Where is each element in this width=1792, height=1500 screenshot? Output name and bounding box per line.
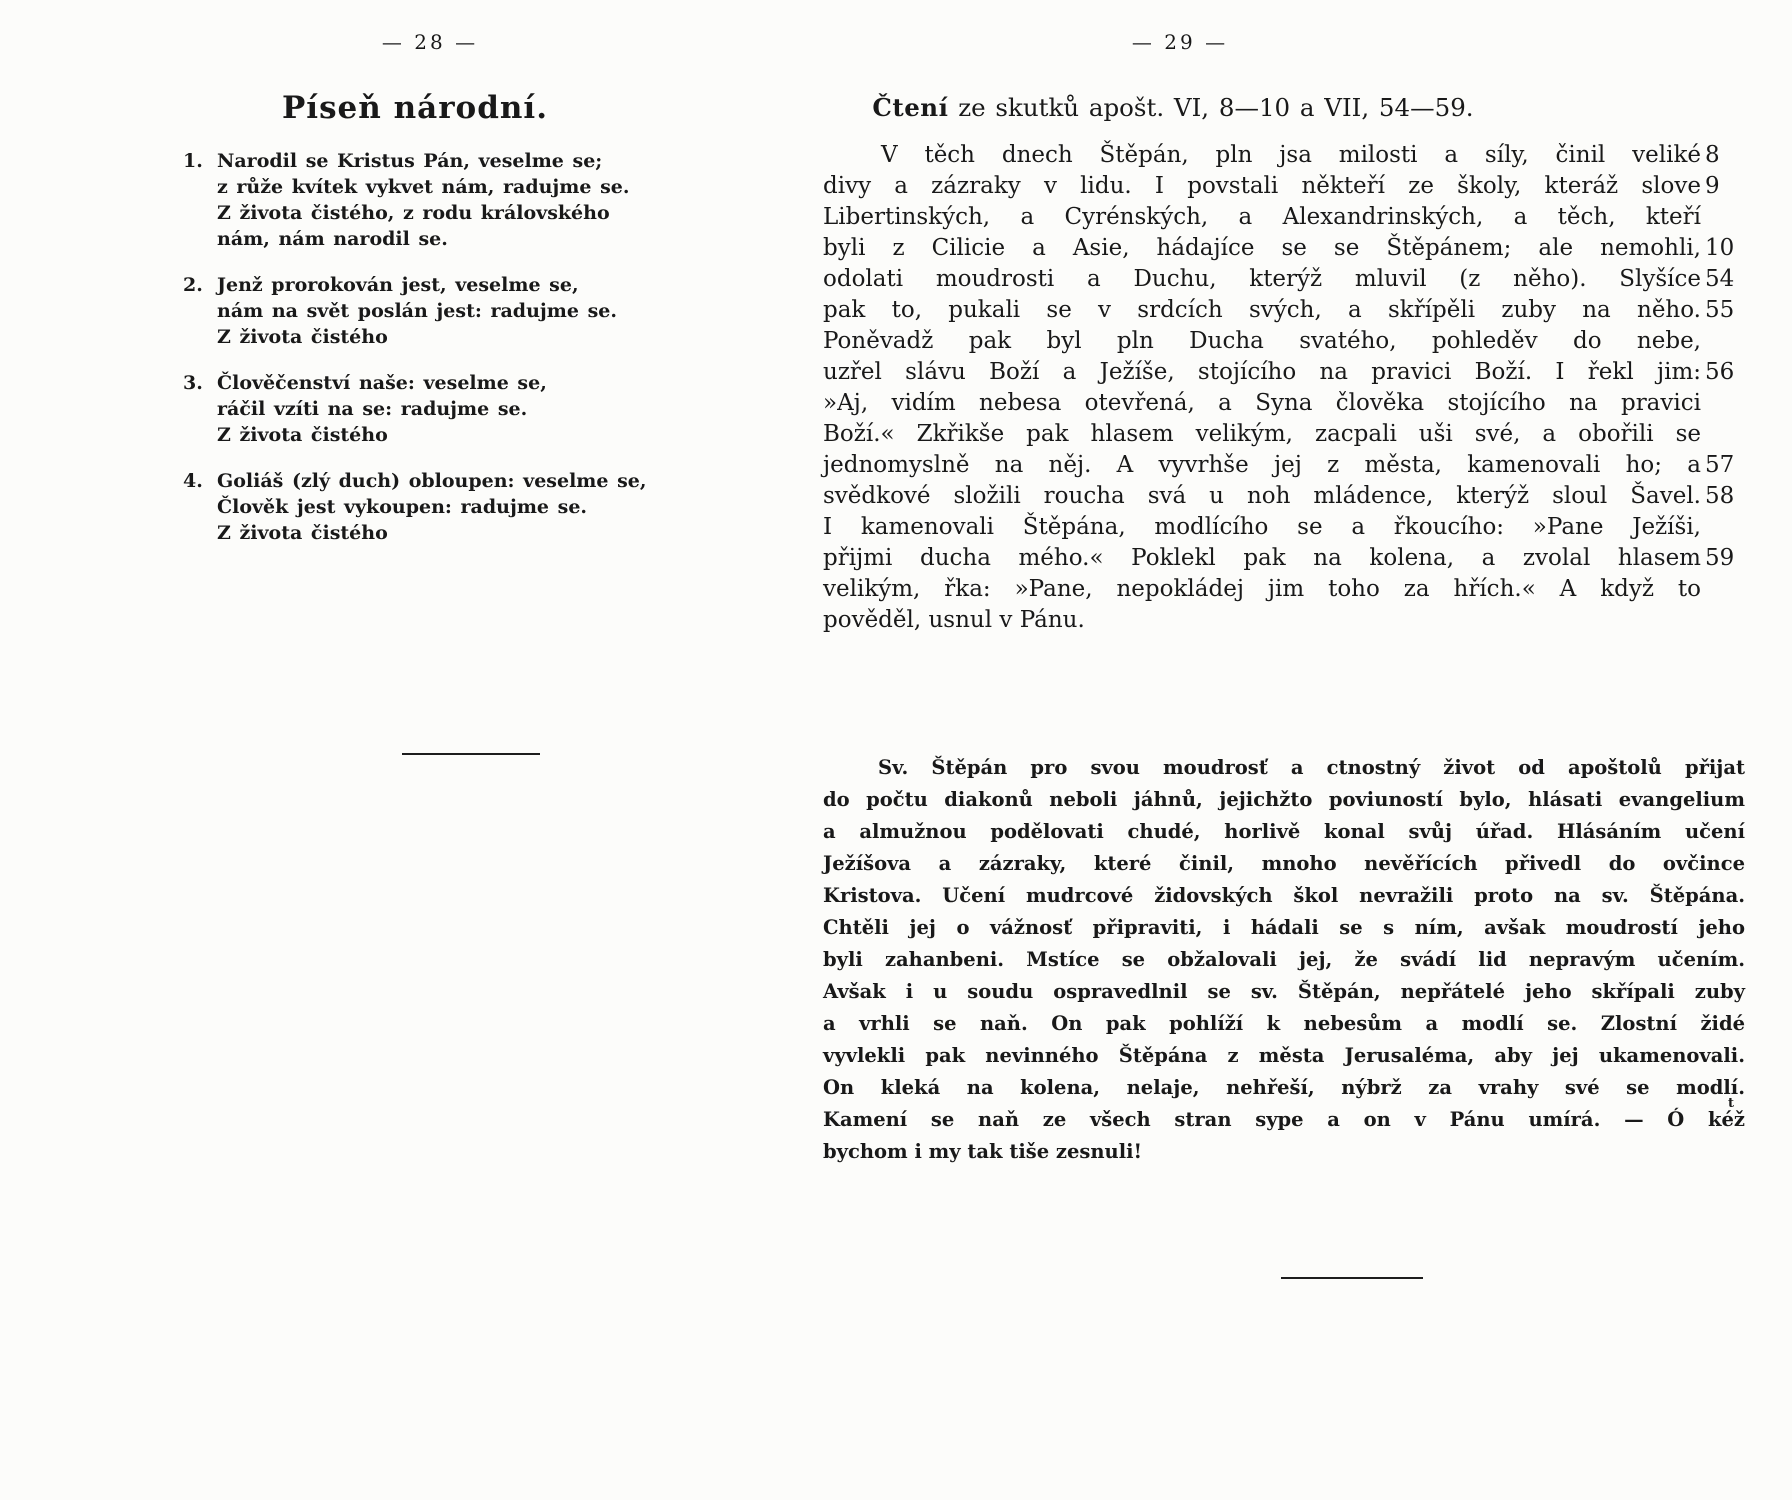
reading-line-text: Poněvadž pak byl pln Ducha svatého, pohleděv do nebe, — [823, 328, 1701, 354]
reading-line — [823, 326, 1701, 357]
commentary-line-text: byli zahanbeni. Mstíce se obžalovali jej, že svádí lid nepravým učením. — [823, 948, 1745, 971]
commentary-lines — [823, 752, 1745, 1168]
reading-line — [823, 140, 1720, 171]
verse-line: Z života čistého, z rodu královského — [217, 202, 610, 224]
reading-line — [823, 512, 1701, 543]
verse-list — [183, 148, 703, 566]
reading-line-text: svědkové složili roucha svá u noh mládence, kterýž sloul Šavel. — [823, 483, 1701, 509]
commentary-line-text: Ježíšova a zázraky, které činil, mnoho nevěřících přivedl do ovčince — [823, 852, 1745, 875]
reading-line — [823, 481, 1735, 512]
verse-ordinal: 1. — [183, 150, 203, 172]
verse-lines — [217, 148, 703, 252]
reading-line-text: V těch dnech Štěpán, pln jsa milosti a síly, činil veliké — [881, 142, 1701, 168]
commentary-line-text: Chtěli jej o vážnosť připraviti, i hádali se s ním, avšak moudrostí jeho — [823, 916, 1745, 939]
verse-line: Goliáš (zlý duch) obloupen: veselme se, — [217, 470, 647, 492]
commentary-line-text: Sv. Štěpán pro svou moudrosť a ctnostný život od apoštolů přijat — [878, 756, 1745, 779]
verse-number: 54 — [1705, 266, 1735, 292]
printers-mark: t — [1728, 1096, 1735, 1111]
reading-line-text: pověděl, usnul v Pánu. — [823, 607, 1085, 633]
verse-number: 8 — [1705, 142, 1720, 168]
commentary-line — [823, 1008, 1745, 1040]
verse-number: 58 — [1705, 483, 1735, 509]
reading-line — [823, 543, 1735, 574]
reading-line-text: pak to, pukali se v srdcích svých, a skřípěli zuby na něho. — [823, 297, 1701, 323]
commentary-line — [823, 976, 1745, 1008]
commentary-line-text: a almužnou podělovati chudé, horlivě konal svůj úřad. Hlásáním učení — [823, 820, 1745, 843]
verse — [183, 370, 703, 448]
page-number-right: — 29 — — [1131, 30, 1229, 54]
verse-line: Z života čistého — [217, 424, 388, 446]
verse-line: Jenž prorokován jest, veselme se, — [217, 274, 579, 296]
reading-line — [823, 295, 1735, 326]
reading-line-text: Libertinských, a Cyrénských, a Alexandrinských, a těch, kteří — [823, 204, 1701, 230]
reading-line — [823, 605, 1701, 636]
commentary-line — [823, 816, 1745, 848]
verse-ordinal: 3. — [183, 372, 203, 394]
verse-ordinal: 2. — [183, 274, 203, 296]
commentary-line — [823, 1104, 1745, 1136]
verse-number: 59 — [1705, 545, 1735, 571]
commentary-line-text: Kristova. Učení mudrcové židovských škol nevražili proto na sv. Štěpána. — [823, 884, 1745, 907]
reading-line-text: velikým, řka: »Pane, nepokládej jim toho za hřích.« A když to — [823, 576, 1701, 602]
commentary-line — [823, 1040, 1745, 1072]
reading-line-text: přijmi ducha mého.« Poklekl pak na kolena, a zvolal hlasem — [823, 545, 1701, 571]
reading-line — [823, 574, 1701, 605]
reading-line — [823, 450, 1735, 481]
verse-line: nám, nám narodil se. — [217, 228, 448, 250]
reading-title-lead: Čtení — [872, 93, 949, 122]
commentary-line — [823, 784, 1745, 816]
reading-line-text: jednomyslně na něj. A vyvrhše jej z města, kamenovali ho; a — [823, 452, 1701, 478]
reading-line — [823, 419, 1701, 450]
reading-line-text: I kamenovali Štěpána, modlícího se a řkoucího: »Pane Ježíši, — [823, 514, 1701, 540]
reading-lines — [823, 140, 1735, 636]
verse-line: Narodil se Kristus Pán, veselme se; — [217, 150, 603, 172]
commentary-line-text: Avšak i u soudu ospravedlnil se sv. Štěpán, nepřátelé jeho skřípali zuby — [823, 980, 1745, 1003]
verse-ordinal: 4. — [183, 470, 203, 492]
verse-number: 57 — [1705, 452, 1735, 478]
section-divider-left — [402, 753, 540, 755]
verse-line: ráčil vzíti na se: radujme se. — [217, 398, 528, 420]
reading-title — [823, 93, 1523, 122]
verse-line: Z života čistého — [217, 522, 388, 544]
page-number-left: — 28 — — [381, 30, 479, 54]
commentary-line-text: do počtu diakonů neboli jáhnů, jejichžto poviuností bylo, hlásati evangelium — [823, 788, 1745, 811]
reading-line — [823, 171, 1720, 202]
verse-lines — [217, 370, 703, 448]
verse-line: nám na svět poslán jest: radujme se. — [217, 300, 617, 322]
verse-line: Člověčenství naše: veselme se, — [217, 372, 547, 394]
commentary-line — [823, 848, 1745, 880]
verse-lines — [217, 272, 703, 350]
verse-number: 10 — [1705, 235, 1735, 261]
verse-line: Z života čistého — [217, 326, 388, 348]
verse-line: Člověk jest vykoupen: radujme se. — [217, 496, 588, 518]
verse — [183, 148, 703, 252]
commentary-line — [823, 944, 1745, 976]
reading-line-text: odolati moudrosti a Duchu, kterýž mluvil (z něho). Slyšíce — [823, 266, 1701, 292]
commentary-line-text: Kamení se naň ze všech stran sype a on v Pánu umírá. — Ó kéž — [823, 1108, 1745, 1131]
reading-line-text: uzřel slávu Boží a Ježíše, stojícího na pravici Boží. I řekl jim: — [823, 359, 1701, 385]
verse — [183, 272, 703, 350]
reading-line — [823, 202, 1701, 233]
reading-line-text: divy a zázraky v lidu. I povstali někteří ze školy, kteráž slove — [823, 173, 1701, 199]
reading-line-text: »Aj, vidím nebesa otevřená, a Syna člověka stojícího na pravici — [823, 390, 1701, 416]
reading-title-rest: ze skutků apošt. VI, 8—10 a VII, 54—59. — [948, 93, 1474, 122]
commentary-line-text: On kleká na kolena, nelaje, nehřeší, nýbrž za vrahy své se modlí. — [823, 1076, 1745, 1099]
commentary-line — [823, 1072, 1745, 1104]
verse-lines — [217, 468, 703, 546]
verse-number: 9 — [1705, 173, 1720, 199]
verse-number: 56 — [1705, 359, 1735, 385]
commentary-line — [823, 912, 1745, 944]
commentary-line-text: a vrhli se naň. On pak pohlíží k nebesům a modlí se. Zlostní židé — [823, 1012, 1745, 1035]
commentary-line — [823, 1136, 1745, 1168]
reading-line-text: Boží.« Zkřikše pak hlasem velikým, zacpali uši své, a obořili se — [823, 421, 1701, 447]
song-title: Píseň národní. — [281, 90, 548, 126]
reading-line — [823, 357, 1735, 388]
commentary-line-text: vyvlekli pak nevinného Štěpána z města Jerusaléma, aby jej ukamenovali. — [823, 1044, 1745, 1067]
verse — [183, 468, 703, 546]
reading-line — [823, 264, 1735, 295]
commentary-line — [823, 752, 1745, 784]
commentary-line — [823, 880, 1745, 912]
reading-line — [823, 388, 1701, 419]
verse-number: 55 — [1705, 297, 1735, 323]
commentary-line-text: bychom i my tak tiše zesnuli! — [823, 1140, 1143, 1163]
section-divider-right — [1281, 1277, 1423, 1279]
verse-line: z růže kvítek vykvet nám, radujme se. — [217, 176, 630, 198]
reading-line — [823, 233, 1735, 264]
reading-line-text: byli z Cilicie a Asie, hádajíce se se Štěpánem; ale nemohli, — [823, 235, 1701, 261]
